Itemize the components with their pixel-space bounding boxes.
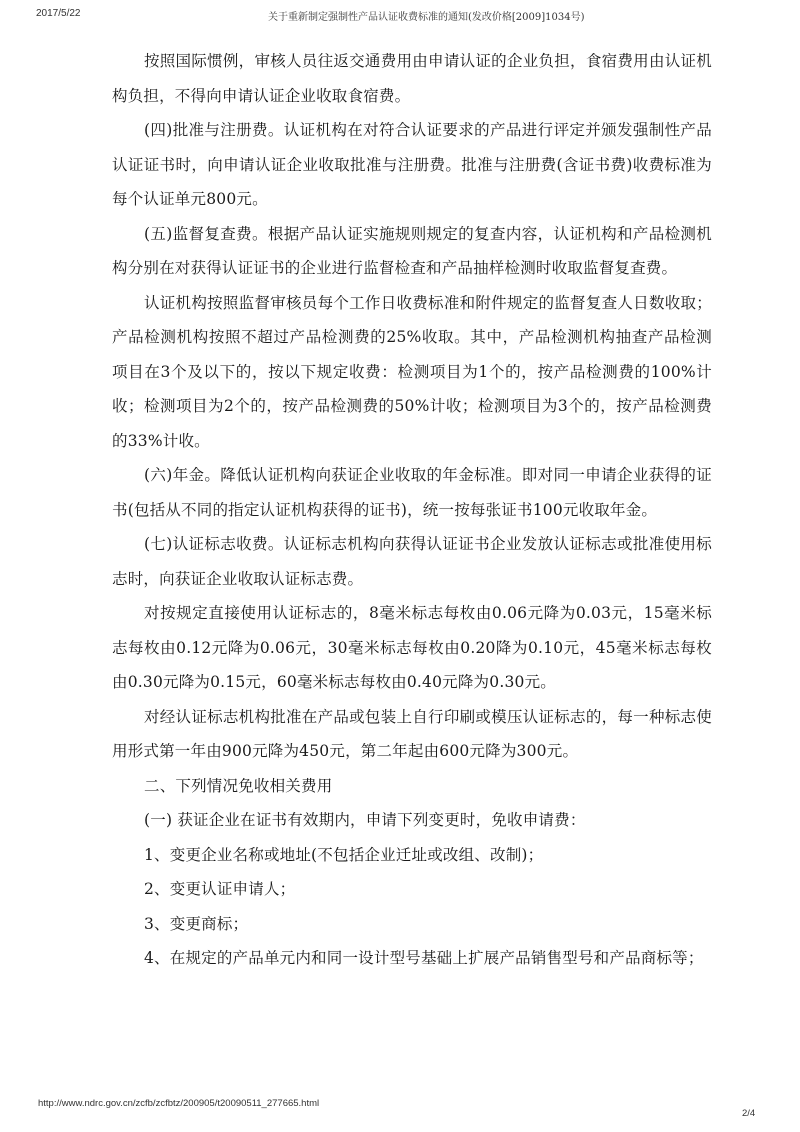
paragraph-annual-fee: (六)年金。降低认证机构向获证企业收取的年金标准。即对同一申请企业获得的证书(包括从不同的指定认证机构获得的证书)，统一按每张证书100元收取年金。 xyxy=(112,466,712,519)
paragraph-supervision-fee: (五)监督复查费。根据产品认证实施规则规定的复查内容，认证机构和产品检测机构分别在对获得认证证书的企业进行监督检查和产品抽样检测时收取监督复查费。 xyxy=(112,224,712,277)
document-body xyxy=(112,44,712,976)
paragraph-self-printed-marks: 对经认证标志机构批准在产品或包装上自行印刷或模压认证标志的，每一种标志使用形式第一年由900元降为450元，第二年起由600元降为300元。 xyxy=(112,707,712,760)
list-item: 2、变更认证申请人； xyxy=(144,880,296,898)
paragraph-travel-expenses: 按照国际惯例，审核人员往返交通费用由申请认证的企业负担，食宿费用由认证机构负担，不得向申请认证企业收取食宿费。 xyxy=(112,52,712,105)
source-url: http://www.ndrc.gov.cn/zcfb/zcfbtz/200905/t20090511_277665.html xyxy=(38,1098,320,1109)
print-date: 2017/5/22 xyxy=(36,8,81,19)
list-item: 4、在规定的产品单元内和同一设计型号基础上扩展产品销售型号和产品商标等； xyxy=(144,949,704,967)
paragraph-approval-fee: (四)批准与注册费。认证机构在对符合认证要求的产品进行评定并颁发强制性产品认证证书时，向申请认证企业收取批准与注册费。批准与注册费(含证书费)收费标准为每个认证单元800元。 xyxy=(112,121,712,208)
paragraph-mark-prices: 对按规定直接使用认证标志的，8毫米标志每枚由0.06元降为0.03元，15毫米标志每枚由0.12元降为0.06元，30毫米标志每枚由0.20降为0.10元，45毫米标志每枚由0.30元降为0.15元，60毫米标志每枚由0.40元降为0.30元。 xyxy=(112,604,712,691)
section-heading-exemptions: 二、下列情况免收相关费用 xyxy=(144,776,333,795)
paragraph-exemption-intro: (一) 获证企业在证书有效期内，申请下列变更时，免收申请费： xyxy=(144,811,586,829)
list-item: 3、变更商标； xyxy=(144,914,249,933)
page-header xyxy=(0,6,800,28)
paragraph-supervision-rates: 认证机构按照监督审核员每个工作日收费标准和附件规定的监督复查人日数收取；产品检测机构按照不超过产品检测费的25%收取。其中，产品检测机构抽查产品检测项目在3个及以下的，按以下规定收费：检测项目为1个的，按产品检测费的100%计收；检测项目为2个的，按产品检测费的50%计收；检测项目为3个的，按产品检测费的33%计收。 xyxy=(112,293,712,450)
paragraph-mark-fee: (七)认证标志收费。认证标志机构向获得认证证书企业发放认证标志或批准使用标志时，向获证企业收取认证标志费。 xyxy=(112,535,712,588)
page-number: 2/4 xyxy=(742,1108,756,1119)
list-item: 1、变更企业名称或地址(不包括企业迁址或改组、改制)； xyxy=(144,845,544,864)
document-title: 关于重新制定强制性产品认证收费标准的通知(发改价格[2009]1034号) xyxy=(268,12,585,23)
